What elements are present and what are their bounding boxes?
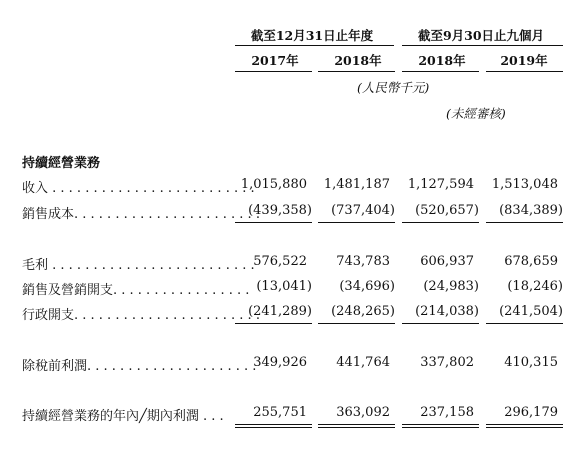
row-profit-before-tax-value-2018: 441,764 (336, 355, 390, 370)
header-group-annual-rule (235, 45, 394, 46)
row-profit-before-tax-value-2018-9m: 337,802 (420, 355, 474, 370)
row-gross-profit-value-2018-9m: 606,937 (420, 254, 474, 269)
subtotal-rule-2 (318, 222, 395, 223)
row-selling-marketing-value-2017: (13,041) (256, 279, 312, 294)
row-revenue-value-2018: 1,481,187 (323, 177, 390, 192)
year-header-rule-2 (318, 71, 395, 72)
row-label-cost-of-sales: 銷售成本. . . . . . . . . . . . . . . . . . . . . . . (22, 207, 260, 222)
row-gross-profit-value-2017: 576,522 (253, 254, 307, 269)
row-profit-before-tax-value-2019-9m: 410,315 (504, 355, 558, 370)
pretax-rule-3 (402, 323, 479, 324)
row-administrative-value-2019-9m: (241,504) (499, 304, 563, 319)
total-double-rule-4 (486, 424, 563, 428)
row-label-revenue: 收入 . . . . . . . . . . . . . . . . . . . . . . . . . (22, 181, 255, 196)
pretax-rule-2 (318, 323, 395, 324)
row-cost-of-sales-value-2018: (737,404) (331, 203, 395, 218)
row-profit-continuing-value-2019-9m: 296,179 (504, 405, 558, 420)
year-header-rule-3 (402, 71, 479, 72)
row-revenue-value-2018-9m: 1,127,594 (407, 177, 474, 192)
header-group-annual: 截至12月31日止年度 (250, 28, 374, 43)
row-administrative-value-2018-9m: (214,038) (415, 304, 479, 319)
row-label-profit-continuing: 持續經營業務的年內╱期內利潤 . . . (22, 409, 224, 424)
row-cost-of-sales-value-2017: (439,358) (248, 203, 312, 218)
unaudited-note: (未經審核) (446, 106, 506, 121)
total-double-rule-1 (235, 424, 312, 428)
row-label-profit-before-tax: 除稅前利潤. . . . . . . . . . . . . . . . . . . . . (22, 359, 257, 374)
year-header-2019: 2019年 (500, 53, 548, 68)
row-label-gross-profit: 毛利 . . . . . . . . . . . . . . . . . . . . . . . . . (22, 258, 255, 273)
row-profit-continuing-value-2018: 363,092 (336, 405, 390, 420)
pretax-rule-1 (235, 323, 312, 324)
total-double-rule-2 (318, 424, 395, 428)
header-group-nine-months-rule (402, 45, 563, 46)
row-selling-marketing-value-2018: (34,696) (339, 279, 395, 294)
year-header-rule-1 (235, 71, 312, 72)
row-cost-of-sales-value-2019-9m: (834,389) (499, 203, 563, 218)
row-revenue-value-2019-9m: 1,513,048 (491, 177, 558, 192)
subtotal-rule-3 (402, 222, 479, 223)
row-label-administrative: 行政開支. . . . . . . . . . . . . . . . . . . . . . . (22, 308, 260, 323)
row-profit-before-tax-value-2017: 349,926 (253, 355, 307, 370)
row-gross-profit-value-2018: 743,783 (336, 254, 390, 269)
row-cost-of-sales-value-2018-9m: (520,657) (415, 203, 479, 218)
header-group-nine-months: 截至9月30日止九個月 (417, 28, 545, 43)
row-profit-continuing-value-2018-9m: 237,158 (420, 405, 474, 420)
subtotal-rule-4 (486, 222, 563, 223)
row-label-selling-marketing: 銷售及營銷開支. . . . . . . . . . . . . . . . . (22, 283, 250, 298)
year-header-2017: 2017年 (251, 53, 299, 68)
pretax-rule-4 (486, 323, 563, 324)
row-gross-profit-value-2019-9m: 678,659 (504, 254, 558, 269)
row-selling-marketing-value-2019-9m: (18,246) (507, 279, 563, 294)
row-profit-continuing-value-2017: 255,751 (253, 405, 307, 420)
currency-note: (人民幣千元) (357, 80, 430, 95)
row-administrative-value-2018: (248,265) (331, 304, 395, 319)
total-double-rule-3 (402, 424, 479, 428)
row-selling-marketing-value-2018-9m: (24,983) (423, 279, 479, 294)
year-header-2018-annual: 2018年 (334, 53, 382, 68)
row-revenue-value-2017: 1,015,880 (240, 177, 307, 192)
row-administrative-value-2017: (241,289) (248, 304, 312, 319)
year-header-rule-4 (486, 71, 563, 72)
year-header-2018-nine-months: 2018年 (418, 53, 466, 68)
subtotal-rule-1 (235, 222, 312, 223)
section-title: 持續經營業務 (22, 156, 101, 171)
